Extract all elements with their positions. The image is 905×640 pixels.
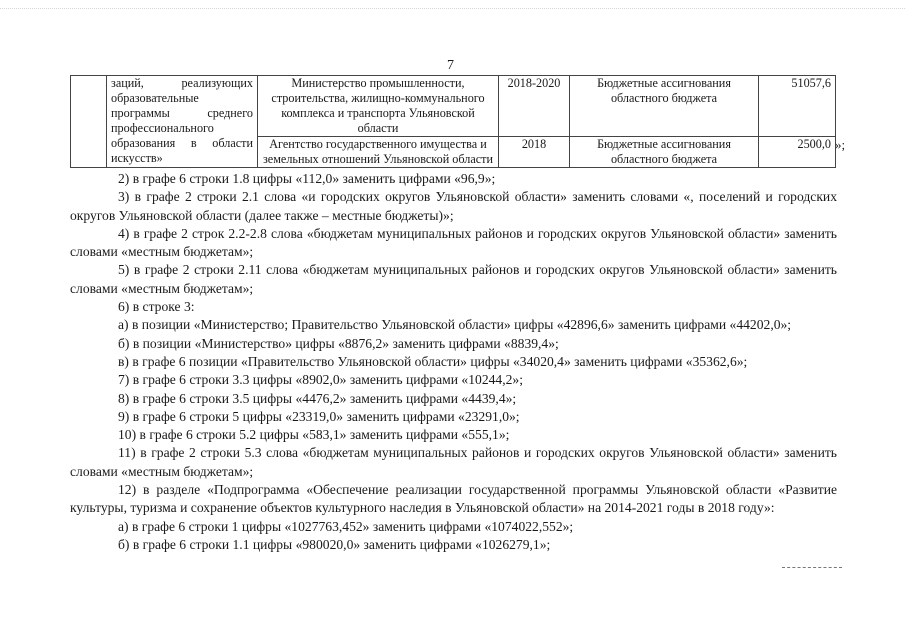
table-row — [71, 76, 836, 137]
paragraph: 10) в графе 6 строки 5.2 цифры «583,1» заменить цифрами «555,1»; — [118, 427, 510, 443]
paragraph: 4) в графе 2 строк 2.2-2.8 слова «бюджетам муниципальных районов и городских округов Ульяновской области» заменить словами «местным бюджетам»; — [70, 225, 837, 260]
measure-text: заций, реализующих образовательные программы среднего профессионального образования в области искусств» — [111, 76, 253, 165]
paragraph: 3) в графе 2 строки 2.1 слова «и городских округов Ульяновской области» заменить словами «, поселений и городских округов Ульяновской области (далее также – местные бюджеты)»; — [70, 189, 837, 223]
paragraph: 7) в графе 6 строки 3.3 цифры «8902,0» заменить цифрами «10244,2»; — [118, 372, 523, 388]
paragraph: 12) в разделе «Подпрограмма «Обеспечение реализации государственной программы Ульяновской области «Развитие культуры, туризма и сохранение объектов культурного наследия в Ульяновской области» на 2014-2021 годы в 2018 году»: — [70, 482, 837, 516]
paragraph: а) в графе 6 строки 1 цифры «1027763,452» заменить цифрами «1074022,552»; — [118, 518, 574, 534]
paragraph: а) в позиции «Министерство; Правительство Ульяновской области» цифры «42896,6» заменить цифрами «44202,0»; — [118, 317, 792, 333]
table-cell-amount: 51057,6 — [759, 76, 836, 137]
paragraph: в) в графе 6 позиции «Правительство Ульяновской области» цифры «34020,4» заменить цифрами «35362,6»; — [118, 353, 748, 369]
paragraph: б) в графе 6 строки 1.1 цифры «980020,0» заменить цифрами «1026279,1»; — [118, 536, 551, 552]
scan-artifact-line — [0, 8, 905, 11]
amendments-text — [70, 170, 837, 554]
page-number: 7 — [447, 58, 454, 73]
paragraph: 2) в графе 6 строки 1.8 цифры «112,0» заменить цифрами «96,9»; — [118, 171, 496, 186]
table-cell-period: 2018 — [499, 137, 570, 168]
paragraph: 9) в графе 6 строки 5 цифры «23319,0» заменить цифрами «23291,0»; — [118, 408, 520, 424]
table-cell-source: Бюджетные ассигнования областного бюджета — [570, 137, 759, 168]
paragraph: 11) в графе 2 строки 5.3 слова «бюджетам муниципальных районов и городских округов Ульяновской области» заменить словами «местным бюджетам»; — [70, 445, 837, 479]
table-cell-executor: Агентство государственного имущества и земельных отношений Ульяновской области — [258, 137, 499, 168]
table-cell-number — [71, 76, 107, 168]
table-cell-executor: Министерство промышленности, строительства, жилищно-коммунального комплекса и транспорта Ульяновской области — [258, 76, 499, 137]
table-cell-amount: 2500,0 — [759, 137, 836, 168]
budget-table — [70, 75, 836, 168]
paragraph: 6) в строке 3: — [118, 299, 195, 315]
paragraph: 8) в графе 6 строки 3.5 цифры «4476,2» заменить цифрами «4439,4»; — [118, 390, 517, 406]
table-cell-period: 2018-2020 — [499, 76, 570, 137]
paragraph: б) в позиции «Министерство» цифры «8876,2» заменить цифрами «8839,4»; — [118, 335, 559, 351]
table-cell-source: Бюджетные ассигнования областного бюджета — [570, 76, 759, 137]
paragraph: 5) в графе 2 строки 2.11 слова «бюджетам муниципальных районов и городских округов Ульяновской области» заменить словами «местным бюджетам»; — [70, 262, 837, 296]
table-cell-measure — [107, 76, 258, 168]
margin-mark — [782, 567, 842, 569]
table-closing-quote: »; — [835, 137, 846, 152]
